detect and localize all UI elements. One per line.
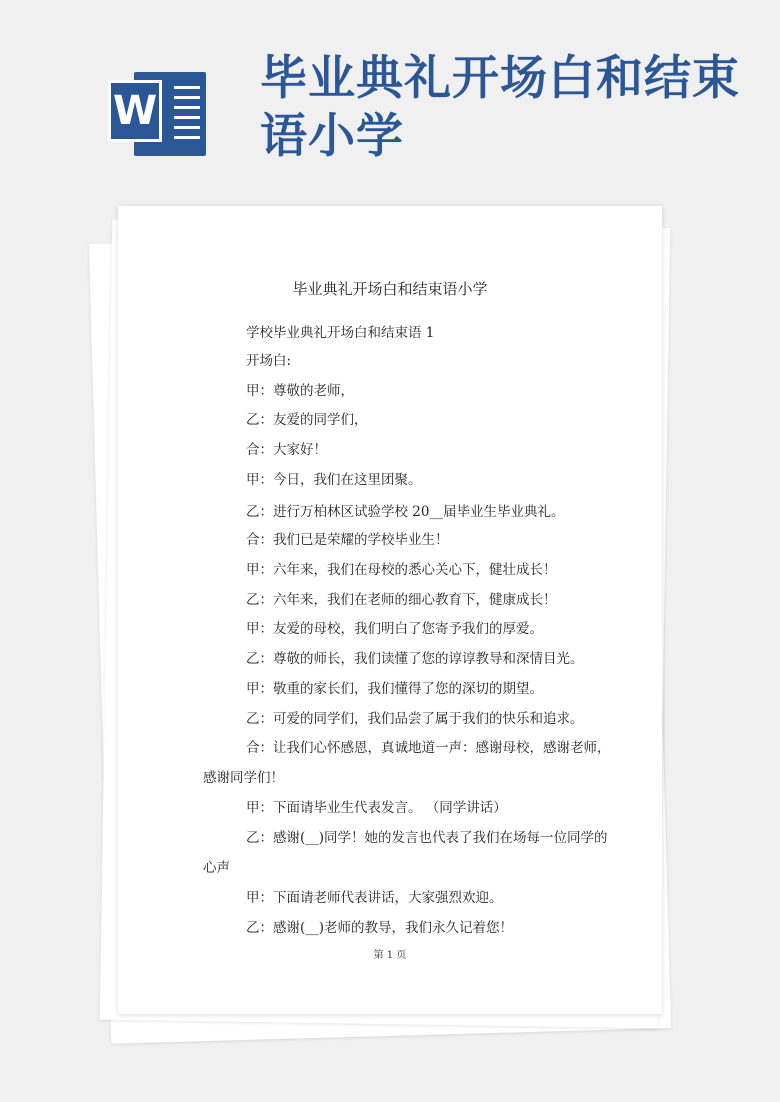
word-document-icon bbox=[108, 66, 210, 162]
doc-line: 甲：尊敬的老师， bbox=[246, 383, 354, 399]
doc-line: 甲：六年来，我们在母校的悉心关心下，健壮成长！ bbox=[246, 562, 557, 578]
banner-title: 毕业典礼开场白和结束语小学 bbox=[260, 51, 740, 164]
doc-line: 乙：尊敬的师长，我们读懂了您的谆谆教导和深情目光。 bbox=[246, 651, 584, 667]
doc-line: 合：让我们心怀感恩，真诚地道一声：感谢母校，感谢老师， bbox=[246, 740, 611, 756]
banner bbox=[0, 0, 780, 200]
doc-line: 甲：敬重的家长们，我们懂得了您的深切的期望。 bbox=[246, 681, 543, 697]
doc-line: 合：大家好！ bbox=[246, 442, 327, 458]
doc-line: 开场白: bbox=[246, 353, 292, 369]
doc-line: 甲：下面请老师代表讲话，大家强烈欢迎。 bbox=[246, 890, 503, 906]
doc-line: 乙：六年来，我们在老师的细心教育下，健康成长！ bbox=[246, 592, 557, 608]
doc-line: 学校毕业典礼开场白和结束语 1 bbox=[246, 325, 435, 341]
doc-line: 乙：感谢(__)老师的教导，我们永久记着您！ bbox=[246, 920, 514, 936]
doc-line: 乙：可爱的同学们，我们品尝了属于我们的快乐和追求。 bbox=[246, 711, 584, 727]
doc-line: 感谢同学们！ bbox=[203, 770, 284, 786]
document-page bbox=[118, 206, 662, 1014]
word-logo-letter: W bbox=[108, 80, 162, 142]
doc-line: 甲：今日，我们在这里团聚。 bbox=[246, 472, 422, 488]
doc-line: 乙：友爱的同学们， bbox=[246, 412, 368, 428]
doc-line: 乙：进行万柏林区试验学校 20__届毕业生毕业典礼。 bbox=[246, 504, 565, 520]
doc-line: 甲：友爱的母校，我们明白了您寄予我们的厚爱。 bbox=[246, 621, 543, 637]
doc-line: 合：我们已是荣耀的学校毕业生！ bbox=[246, 532, 449, 548]
doc-line: 甲：下面请毕业生代表发言。 （同学讲话） bbox=[246, 800, 507, 816]
doc-line: 心声 bbox=[203, 860, 230, 876]
page-number: 第 1 页 bbox=[373, 950, 407, 961]
doc-line: 乙：感谢(__)同学！她的发言也代表了我们在场每一位同学的 bbox=[246, 830, 608, 846]
document-title: 毕业典礼开场白和结束语小学 bbox=[292, 280, 488, 298]
